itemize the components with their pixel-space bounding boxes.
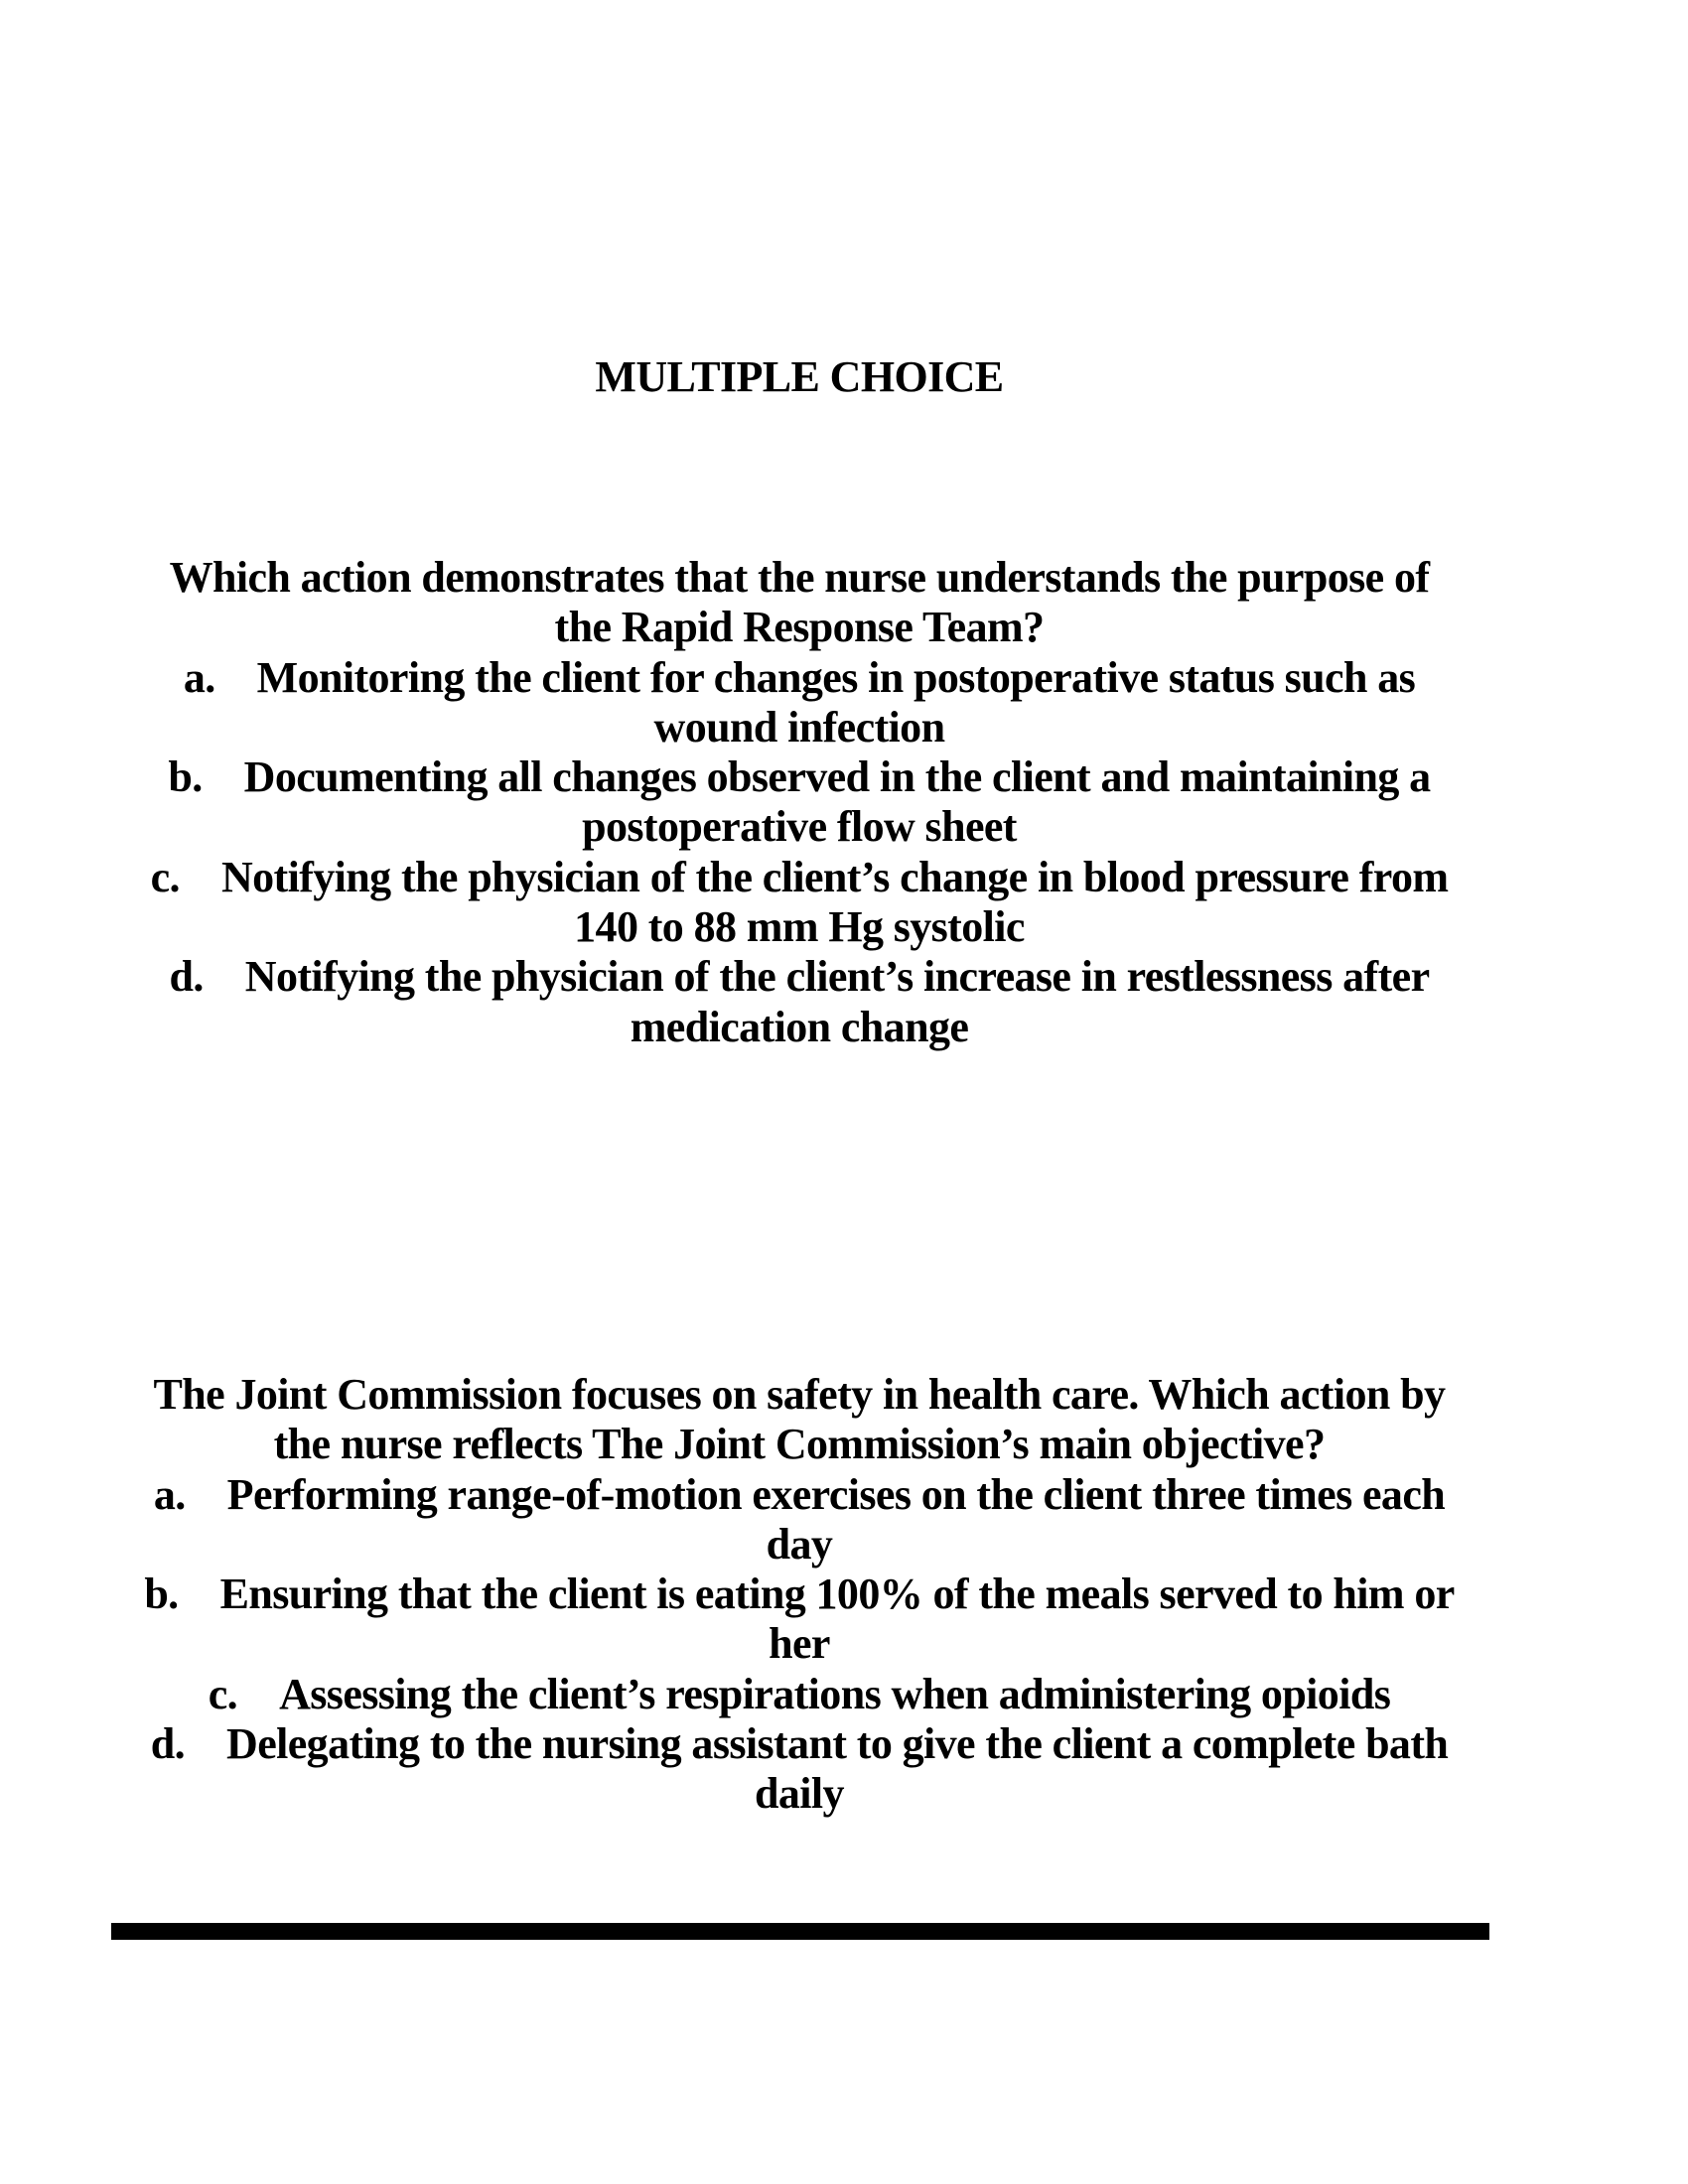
option-d xyxy=(109,952,1489,1002)
question-stem-line: the nurse reflects The Joint Commission’s main objective? xyxy=(273,1420,1326,1469)
option-c xyxy=(109,1670,1489,1719)
question-stem-line: the Rapid Response Team? xyxy=(554,603,1045,652)
option-a xyxy=(109,653,1489,703)
option-text: Assessing the client’s respirations when administering opioids xyxy=(279,1669,1391,1718)
horizontal-rule-divider xyxy=(111,1923,1489,1940)
option-text: Monitoring the client for changes in postoperative status such as xyxy=(256,652,1416,702)
option-d-continued: medication change xyxy=(630,1002,969,1051)
option-a-continued: day xyxy=(766,1519,833,1569)
question-1 xyxy=(109,553,1489,1052)
option-a xyxy=(109,1470,1489,1520)
question-stem-line: Which action demonstrates that the nurse understands the purpose of xyxy=(169,553,1430,602)
option-label: c. xyxy=(208,1669,238,1718)
question-stem-line: The Joint Commission focuses on safety in health care. Which action by xyxy=(153,1370,1446,1419)
option-b-continued: postoperative flow sheet xyxy=(582,802,1017,852)
option-text: Performing range-of-motion exercises on the client three times each xyxy=(226,1469,1446,1519)
option-label: b. xyxy=(168,752,203,802)
option-text: Ensuring that the client is eating 100% of the meals served to him or xyxy=(219,1570,1455,1619)
option-b-continued: her xyxy=(769,1619,830,1669)
option-label: d. xyxy=(150,1719,186,1769)
option-d xyxy=(109,1719,1489,1769)
page-heading xyxy=(109,352,1489,402)
option-label: d. xyxy=(169,952,204,1002)
option-text: Delegating to the nursing assistant to give the client a complete bath xyxy=(226,1719,1449,1769)
option-label: a. xyxy=(153,1469,186,1519)
option-a-continued: wound infection xyxy=(653,702,945,751)
option-d-continued: daily xyxy=(755,1769,844,1819)
option-label: b. xyxy=(144,1570,179,1619)
option-label: c. xyxy=(150,852,180,901)
option-text: Notifying the physician of the client’s change in blood pressure from xyxy=(220,852,1449,901)
option-c-continued: 140 to 88 mm Hg systolic xyxy=(574,902,1025,952)
option-b xyxy=(109,752,1489,802)
question-2 xyxy=(109,1370,1489,1820)
option-b xyxy=(109,1570,1489,1619)
option-c xyxy=(109,853,1489,902)
option-text: Notifying the physician of the client’s increase in restlessness after xyxy=(244,952,1430,1002)
option-text: Documenting all changes observed in the client and maintaining a xyxy=(243,752,1431,802)
heading-text: MULTIPLE CHOICE xyxy=(595,352,1004,401)
option-label: a. xyxy=(183,652,215,702)
